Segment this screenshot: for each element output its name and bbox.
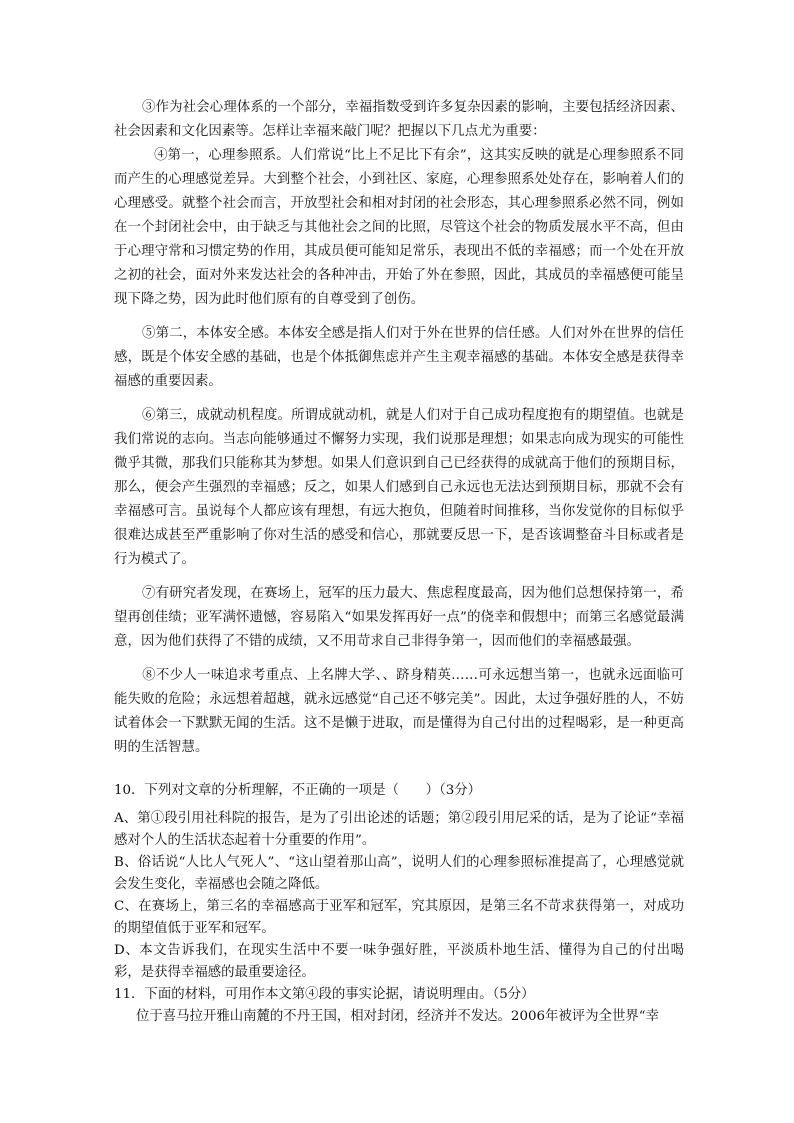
paragraph-4 [114, 144, 684, 312]
document-page [114, 96, 684, 1028]
question-10-option-a: A、第①段引用社科院的报告，是为了引出论述的话题；第②段引用尼采的话，是为了论证“幸福感对个人的生活状态起着十分重要的作用”。 [114, 811, 684, 848]
paragraph-5 [114, 322, 684, 394]
question-10-option-c: C、在赛场上，第三名的幸福感高于亚军和冠军，究其原因，是第三名不苛求获得第一，对成功的期望值低于亚军和冠军。 [114, 899, 684, 936]
paragraph-8 [114, 664, 684, 760]
paragraph-6-text: ⑥第三，成就动机程度。所谓成就动机，就是人们对于自己成功程度抱有的期望值。也就是我们常说的志向。当志向能够通过不懈努力实现，我们说那是理想；如果志向成为现实的可能性微乎其微，那我们只能称其为梦想。如果人们意识到自己已经获得的成就高于他们的预期目标，那么，便会产生强烈的幸福感；反之，如果人们感到自己永远也无法达到预期目标，那就不会有幸福感可言。虽说每个人都应该有理想，有远大抱负，但随着时间推移，当你发觉你的目标似乎很难达成甚至严重影响了你对生活的感受和信心，那就要反思一下，是否该调整奋斗目标或者是行为模式了。 [114, 408, 684, 567]
paragraph-3-text: ③作为社会心理体系的一个部分，幸福指数受到许多复杂因素的影响，主要包括经济因素、社会因素和文化因素等。怎样让幸福来敲门呢？把握以下几点尤为重要： [114, 100, 684, 139]
question-11-material: 位于喜马拉开雅山南麓的不丹王国，相对封闭，经济并不发达。2006年被评为全世界“幸 [136, 1009, 659, 1024]
question-10-stem: 10．下列对文章的分析理解，不正确的一项是（ ）（3分） [114, 783, 482, 798]
paragraph-4-text: ④第一，心理参照系。人们常说“比上不足比下有余”，这其实反映的就是心理参照系不同而产生的心理感觉差异。大到整个社会，小到社区、家庭，心理参照系处处存在，影响着人们的心理感受。就整个社会而言，开放型社会和相对封闭的社会形态，其心理参照系必然不同，例如在一个封闭社会中，由于缺乏与其他社会之间的比照，尽管这个社会的物质发展水平不高，但由于心理守常和习惯定势的作用，其成员便可能知足常乐，表现出不低的幸福感；而一个处在开放之初的社会，面对外来发达社会的各种冲击，开始了外在参照，因此，其成员的幸福感便可能呈现下降之势，因为此时他们原有的自尊受到了创伤。 [114, 148, 684, 307]
paragraph-8-text: ⑧不少人一味追求考重点、上名牌大学、、跻身精英……可永远想当第一，也就永远面临可能失败的危险；永远想着超越，就永远感觉“自己还不够完美”。因此，太过争强好胜的人，不妨试着体会一下默默无闻的生活。这不是懒于进取，而是懂得为自己付出的过程喝彩，是一种更高明的生活智慧。 [114, 668, 684, 755]
paragraph-5-text: ⑤第二，本体安全感。本体安全感是指人们对于外在世界的信任感。人们对外在世界的信任感，既是个体安全感的基础，也是个体抵御焦虑并产生主观幸福感的基础。本体安全感是获得幸福感的重要因素。 [114, 326, 684, 389]
paragraph-3 [114, 96, 684, 144]
question-10-option-b: B、俗话说“人比人气死人”、“这山望着那山高”，说明人们的心理参照标准提高了，心理感觉就会发生变化，幸福感也会随之降低。 [114, 855, 684, 892]
paragraph-6 [114, 404, 684, 572]
question-10-option-d: D、本文告诉我们，在现实生活中不要一味争强好胜，平淡质朴地生活、懂得为自己的付出喝彩，是获得幸福感的最重要途径。 [114, 943, 684, 980]
paragraph-7 [114, 582, 684, 654]
paragraph-7-text: ⑦有研究者发现，在赛场上，冠军的压力最大、焦虑程度最高，因为他们总想保持第一，希望再创佳绩；亚军满怀遗憾，容易陷入“如果发挥再好一点”的侥幸和假想中；而第三名感觉最满意，因为他们获得了不错的成绩，又不用苛求自己非得争第一，因而他们的幸福感最强。 [114, 586, 684, 649]
question-11-stem: 11．下面的材料，可用作本文第④段的事实论据，请说明理由。（5分） [114, 987, 535, 1002]
